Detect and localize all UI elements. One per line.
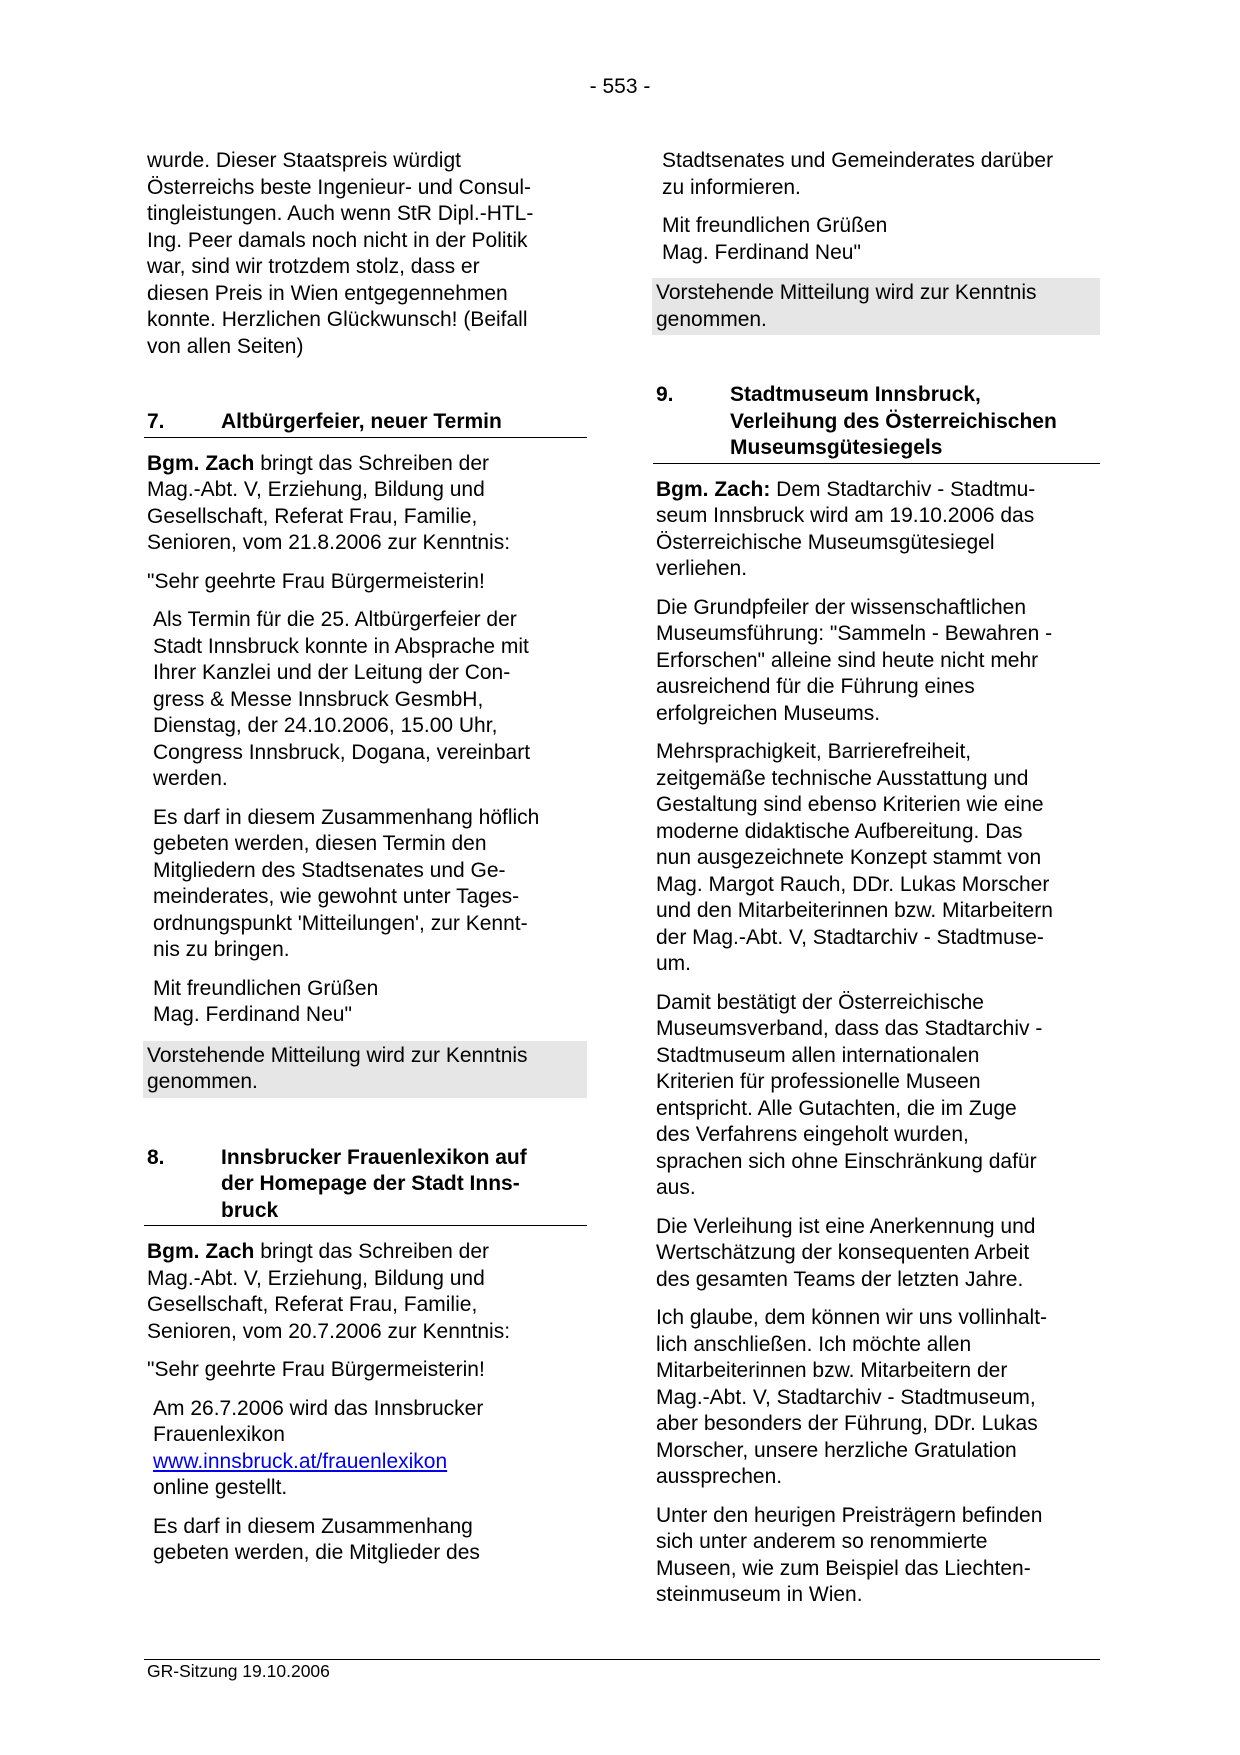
salutation: "Sehr geehrte Frau Bürgermeisterin! [147, 1358, 485, 1381]
section-number: 9. [656, 383, 674, 406]
letter-paragraph: Es darf in diesem Zusammenhang gebeten werden, die Mitglieder des [153, 1514, 480, 1564]
speaker-name: Bgm. Zach: [656, 477, 771, 501]
letter-continuation: Stadtsenates und Gemeinderates darüber zu informieren. [662, 149, 1054, 199]
left-column [147, 148, 587, 1579]
letter-paragraph: Es darf in diesem Zusammenhang höflich gebeten werden, diesen Termin den Mitgliedern des Stadtsenates und Ge- meinderates, wie gewohnt unter Tages- ordnungspunkt 'Mitteilungen', zur Kennt- nis zu bringen. [153, 805, 540, 961]
salutation: "Sehr geehrte Frau Bürgermeisterin! [147, 569, 485, 593]
right-column [656, 148, 1100, 1621]
body-paragraph: Ich glaube, dem können wir uns vollinhalt- lich anschließen. Ich möchte allen Mitarbeiterinnen bzw. Mitarbeitern der Mag.-Abt. V, Stadtarchiv - Stadtmuseum, aber besonders der Führung, DDr. Lukas Morscher, unsere herzliche Gratulation aussprechen. [656, 1306, 1048, 1488]
letter-closing: Mit freundlichen Grüßen Mag. Ferdinand Neu" [662, 214, 888, 264]
section-9-body [656, 595, 1100, 1609]
section-title: Innsbrucker Frauenlexikon auf der Homepage der Stadt Inns- bruck [221, 1145, 527, 1222]
section-7-intro: Bgm. Zach bringt das Schreiben der Mag.-Abt. V, Erziehung, Bildung und Gesellschaft, Referat Frau, Familie, Senioren, vom 21.8.2006 zur Kenntnis: [147, 451, 511, 554]
section-8-intro: Bgm. Zach bringt das Schreiben der Mag.-Abt. V, Erziehung, Bildung und Gesellschaft, Referat Frau, Familie, Senioren, vom 20.7.2006 zur Kenntnis: [147, 1240, 511, 1343]
letter-paragraph: Als Termin für die 25. Altbürgerfeier der Stadt Innsbruck konnte in Absprache mit Ihrer Kanzlei und der Leitung der Con- gress & Messe Innsbruck GesmbH, Dienstag, der 24.10.2006, 15.00 Uhr, Congress Innsbruck, Dogana, vereinbart werden. [153, 608, 531, 790]
section-9-intro: Bgm. Zach: Dem Stadtarchiv - Stadtmu- seum Innsbruck wird am 19.10.2006 das Österreichische Museumsgütesiegel verliehen. [656, 477, 1036, 580]
section-8-heading [144, 1145, 587, 1227]
page-number: - 553 - [589, 75, 651, 98]
speaker-name: Bgm. Zach [147, 1240, 255, 1263]
section-number: 8. [147, 1145, 165, 1169]
frauenlexikon-link[interactable]: www.innsbruck.at/frauenlexikon [153, 1449, 448, 1473]
notice-box: Vorstehende Mitteilung wird zur Kenntnis genommen. [143, 1041, 587, 1098]
intro-paragraph: wurde. Dieser Staatspreis würdigt Österreichs beste Ingenieur- und Consul- tingleistungen. Auch wenn StR Dipl.-HTL- Ing. Peer damals noch nicht in der Politik war, sind wir trotzdem stolz, dass er diesen Preis in Wien entgegennehmen konnte. Herzlichen Glückwunsch! (Beifall von allen Seiten) [147, 149, 534, 358]
section-title: Stadtmuseum Innsbruck, Verleihung des Österreichischen Museumsgütesiegels [730, 383, 1057, 459]
body-paragraph: Mehrsprachigkeit, Barrierefreiheit, zeitgemäße technische Ausstattung und Gestaltung sind ebenso Kriterien wie eine moderne didaktische Aufbereitung. Das nun ausgezeichnete Konzept stammt von Mag. Margot Rauch, DDr. Lukas Morscher und den Mitarbeiterinnen bzw. Mitarbeitern der Mag.-Abt. V, Stadtarchiv - Stadtmuse- um. [656, 740, 1053, 975]
section-7-heading [144, 409, 587, 438]
section-title: Altbürgerfeier, neuer Termin [221, 410, 502, 433]
speaker-name: Bgm. Zach [147, 451, 255, 475]
footer-text: GR-Sitzung 19.10.2006 [147, 1661, 330, 1681]
notice-box: Vorstehende Mitteilung wird zur Kenntnis genommen. [652, 278, 1100, 335]
body-paragraph: Die Verleihung ist eine Anerkennung und Wertschätzung der konsequenten Arbeit des gesamten Teams der letzten Jahre. [656, 1214, 1036, 1291]
body-paragraph: Die Grundpfeiler der wissenschaftlichen Museumsführung: "Sammeln - Bewahren - Erforschen" alleine sind heute nicht mehr ausreichend für die Führung eines erfolgreichen Museums. [656, 595, 1053, 725]
letter-closing: Mit freundlichen Grüßen Mag. Ferdinand Neu" [153, 976, 379, 1026]
body-paragraph: Unter den heurigen Preisträgern befinden sich unter anderem so renommierte Museen, wie zum Beispiel das Liechten- steinmuseum in Wien. [656, 1503, 1043, 1606]
online-text: online gestellt. [153, 1476, 288, 1499]
section-9-heading [653, 382, 1100, 464]
letter-paragraph: Am 26.7.2006 wird das Innsbrucker Frauenlexikon www.innsbruck.at/frauenlexikon online gestellt. [153, 1396, 484, 1499]
body-paragraph: Damit bestätigt der Österreichische Museumsverband, dass das Stadtarchiv - Stadtmuseum allen internationalen Kriterien für professionelle Museen entspricht. Alle Gutachten, die im Zuge des Verfahrens eingeholt wurden, sprachen sich ohne Einschränkung dafür aus. [656, 990, 1043, 1199]
section-number: 7. [147, 410, 165, 433]
